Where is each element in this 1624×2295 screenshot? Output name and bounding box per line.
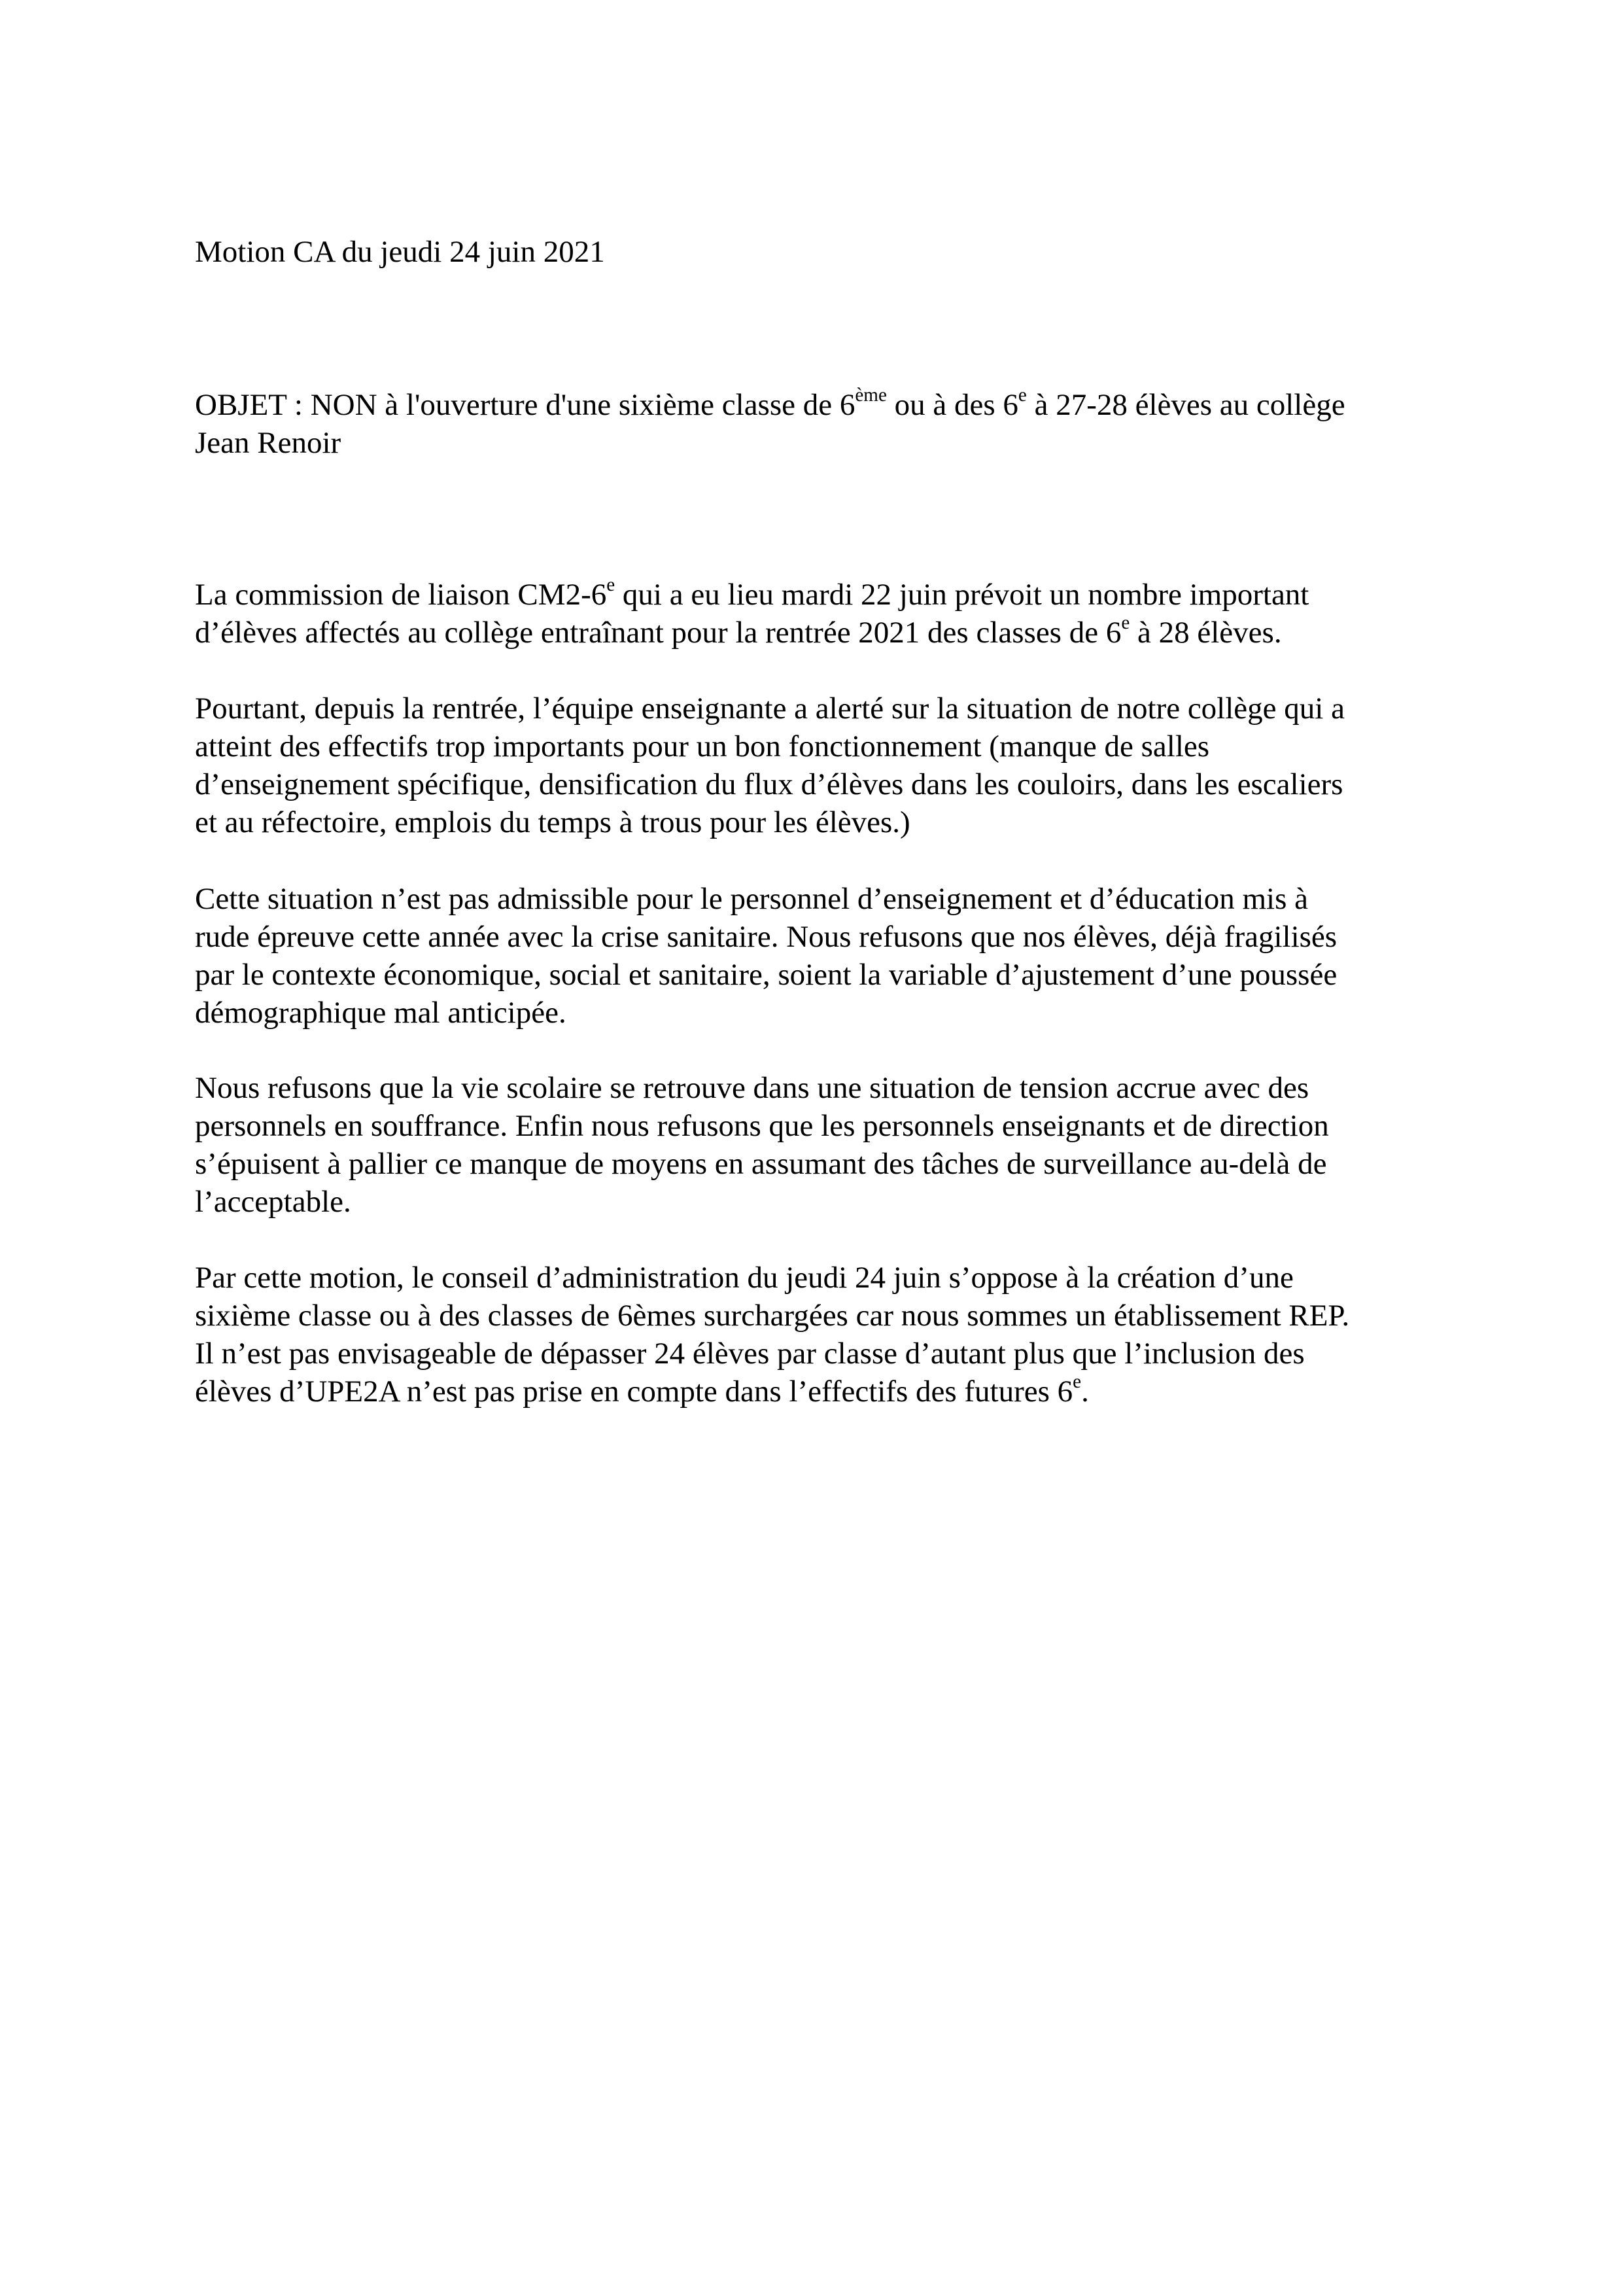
object-text-b: ou à des 6 xyxy=(886,388,1018,422)
date-line-text: Motion CA du jeudi 24 juin 2021 xyxy=(195,235,605,269)
motion-date-heading xyxy=(195,233,1438,271)
object-line-1 xyxy=(195,386,1438,424)
object-superscript-eme: ème xyxy=(855,384,887,406)
paragraph-refusal xyxy=(195,1069,1438,1221)
para1-superscript-1: e xyxy=(606,574,615,595)
para1-line-1 xyxy=(195,576,1438,614)
object-line-2: Jean Renoir xyxy=(195,426,341,460)
object-text-c: à 27-28 élèves au collège xyxy=(1026,388,1345,422)
para5-superscript: e xyxy=(1073,1371,1082,1392)
para4-line: s’épuisent à pallier ce manque de moyens en assumant des tâches de surveillance au-delà de xyxy=(195,1147,1327,1181)
para1-text-d: à 28 élèves. xyxy=(1130,616,1282,650)
para1-line-2 xyxy=(195,614,1438,652)
para1-text-b: qui a eu lieu mardi 22 juin prévoit un nombre important xyxy=(615,578,1309,612)
para5-text-b: . xyxy=(1081,1375,1089,1409)
object-superscript-e: e xyxy=(1018,384,1027,406)
para1-superscript-2: e xyxy=(1121,612,1130,633)
para2-line: atteint des effectifs trop importants pour un bon fonctionnement (manque de salles xyxy=(195,729,1210,763)
para5-line-3: Il n’est pas envisageable de dépasser 24 élèves par classe d’autant plus que l’inclusion des xyxy=(195,1337,1305,1371)
object-heading xyxy=(195,386,1438,462)
paragraph-situation xyxy=(195,880,1438,1032)
para3-line: démographique mal anticipée. xyxy=(195,996,566,1030)
paragraph-conclusion xyxy=(195,1259,1438,1410)
paragraph-commission xyxy=(195,576,1438,652)
para4-line: personnels en souffrance. Enfin nous refusons que les personnels enseignants et de direction xyxy=(195,1109,1329,1143)
para1-text-c: d’élèves affectés au collège entraînant pour la rentrée 2021 des classes de 6 xyxy=(195,616,1122,650)
para5-line-4 xyxy=(195,1373,1438,1410)
para2-line: d’enseignement spécifique, densification du flux d’élèves dans les couloirs, dans les escaliers xyxy=(195,767,1343,801)
para3-line: Cette situation n’est pas admissible pour le personnel d’enseignement et d’éducation mis à xyxy=(195,882,1309,916)
para1-text-a: La commission de liaison CM2-6 xyxy=(195,578,607,612)
para3-line: par le contexte économique, social et sanitaire, soient la variable d’ajustement d’une poussée xyxy=(195,958,1338,992)
para5-line-2: sixième classe ou à des classes de 6èmes surchargées car nous sommes un établissement REP. xyxy=(195,1299,1350,1333)
para5-line-1: Par cette motion, le conseil d’administration du jeudi 24 juin s’oppose à la création d’une xyxy=(195,1261,1294,1295)
para4-line: l’acceptable. xyxy=(195,1185,351,1219)
object-text-a: OBJET : NON à l'ouverture d'une sixième classe de 6 xyxy=(195,388,855,422)
para5-text-a: élèves d’UPE2A n’est pas prise en compte dans l’effectifs des futures 6 xyxy=(195,1375,1073,1409)
para4-line: Nous refusons que la vie scolaire se retrouve dans une situation de tension accrue avec des xyxy=(195,1071,1309,1105)
para2-line: et au réfectoire, emplois du temps à trous pour les élèves.) xyxy=(195,805,910,839)
paragraph-alert xyxy=(195,690,1438,841)
para3-line: rude épreuve cette année avec la crise sanitaire. Nous refusons que nos élèves, déjà fragilisés xyxy=(195,920,1338,954)
para2-line: Pourtant, depuis la rentrée, l’équipe enseignante a alerté sur la situation de notre collège qui a xyxy=(195,692,1345,726)
